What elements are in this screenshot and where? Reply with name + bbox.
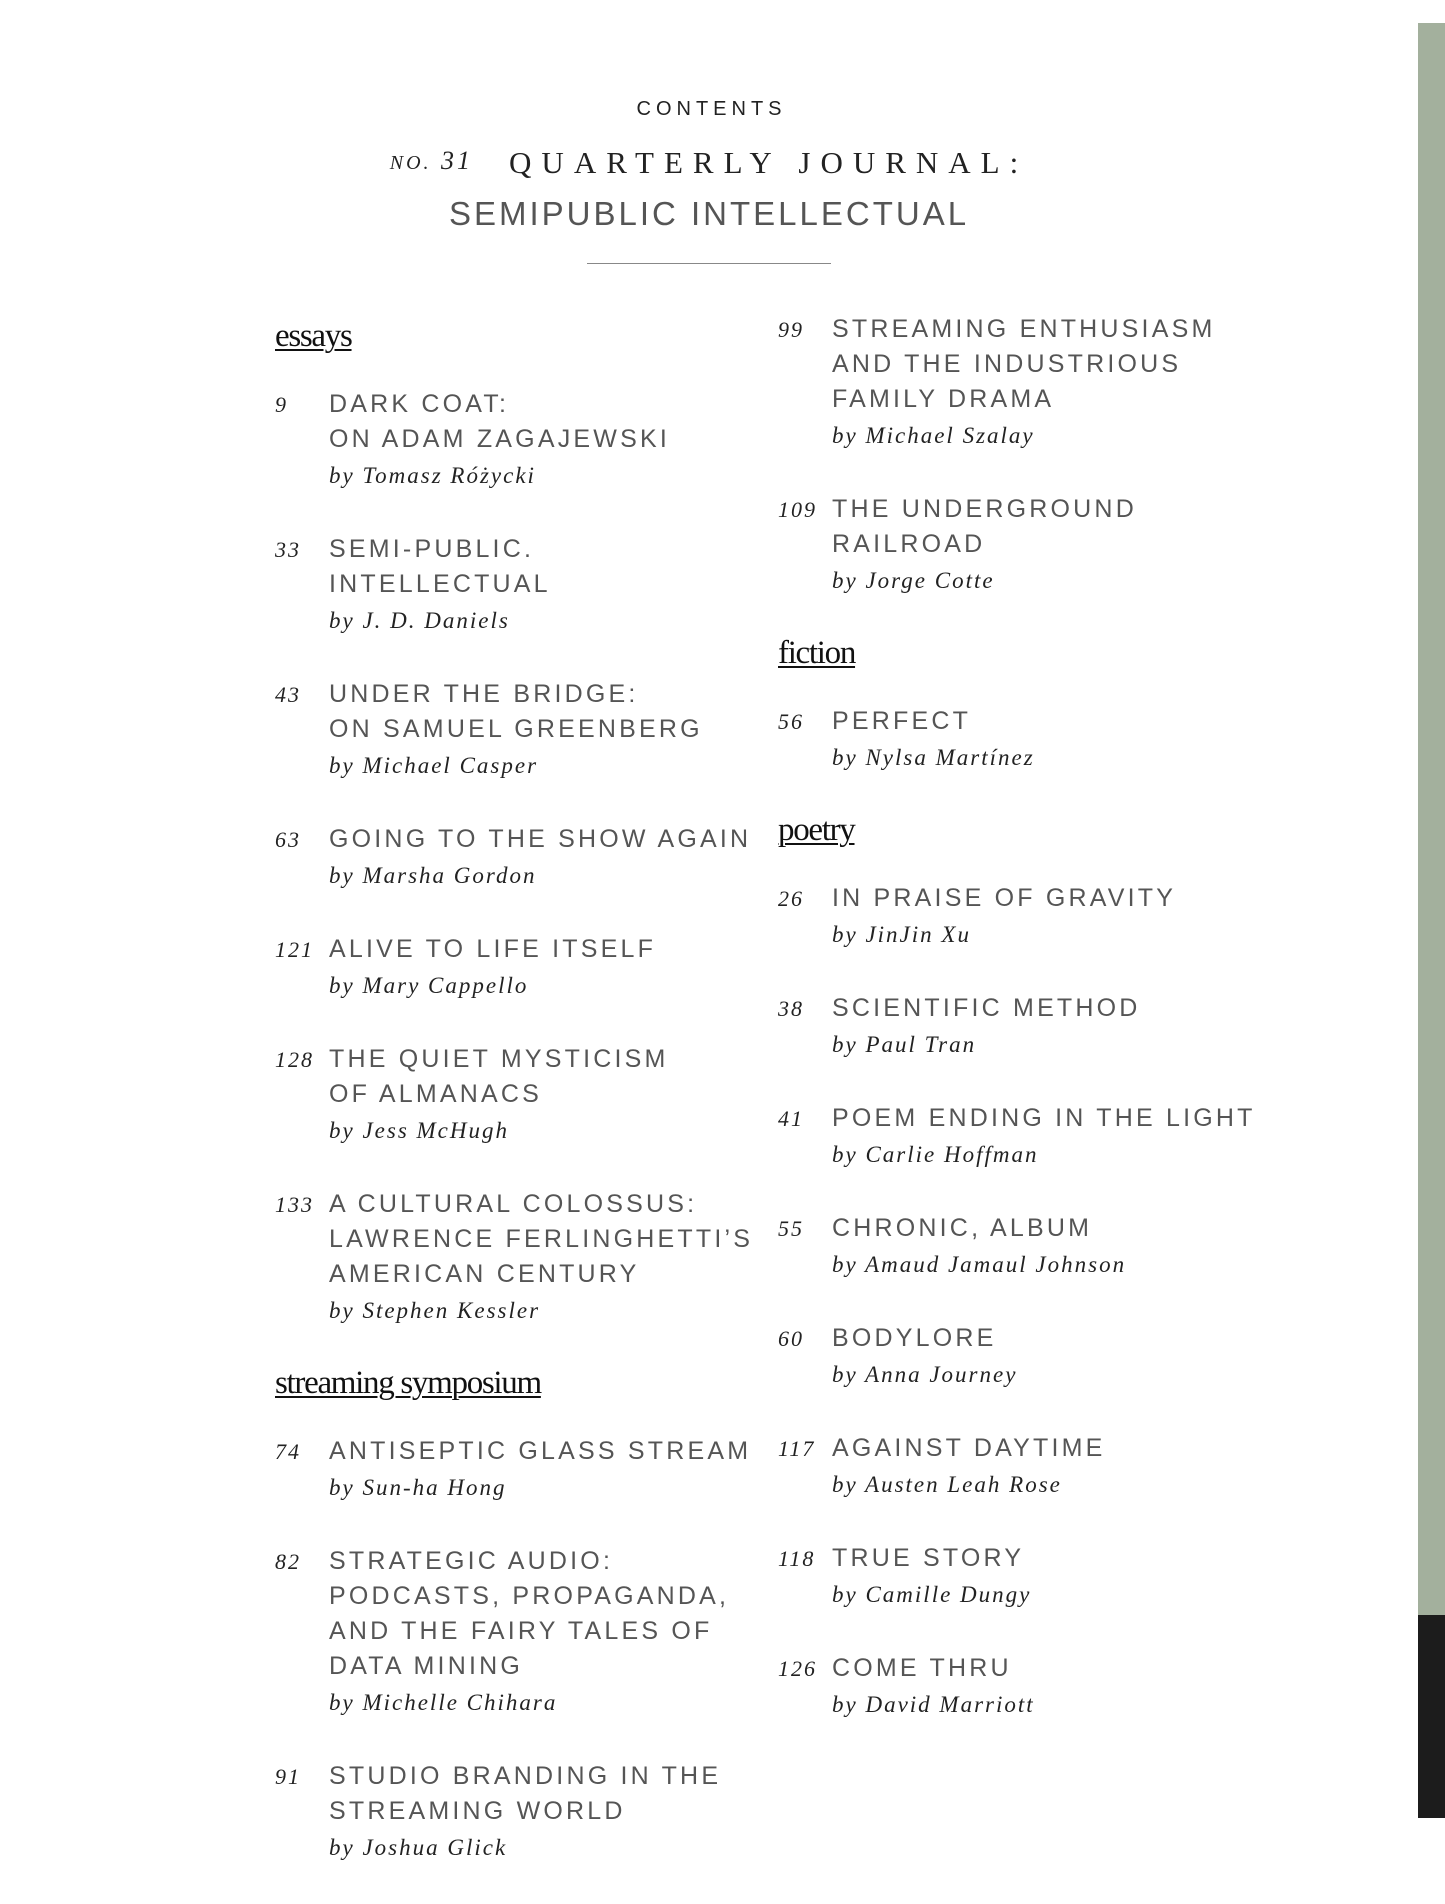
entry-body [832, 1211, 1338, 1283]
section-heading: poetry [778, 812, 855, 848]
entry-title: COME THRU [832, 1654, 1012, 1682]
toc-entry[interactable] [778, 881, 1338, 953]
toc-entry[interactable] [275, 677, 755, 784]
toc-entry[interactable] [778, 492, 1338, 599]
left-column [275, 320, 755, 1904]
entry-title: A CULTURAL COLOSSUS: LAWRENCE FERLINGHETTI’S AMERICAN CENTURY [329, 1190, 754, 1288]
entry-author: by Michael Casper [329, 753, 539, 778]
entry-author: by David Marriott [832, 1692, 1035, 1717]
page-number: 63 [275, 827, 301, 852]
page-number: 38 [778, 996, 804, 1021]
entry-title: GOING TO THE SHOW AGAIN [329, 825, 752, 853]
entry-body [832, 881, 1338, 953]
entry-body [832, 1321, 1338, 1393]
page-number: 43 [275, 682, 301, 707]
entry-body [832, 1651, 1338, 1723]
page-number: 128 [275, 1047, 314, 1072]
page-number: 118 [778, 1546, 816, 1571]
entry-author: by Michael Szalay [832, 423, 1035, 448]
toc-entry[interactable] [275, 1759, 755, 1866]
toc-entry[interactable] [778, 991, 1338, 1063]
page-number: 55 [778, 1216, 804, 1241]
entry-title: STRATEGIC AUDIO: PODCASTS, PROPAGANDA, AND THE FAIRY TALES OF DATA MINING [329, 1547, 730, 1680]
toc-entry[interactable] [778, 1321, 1338, 1393]
entry-author: by Tomasz Różycki [329, 463, 536, 488]
entry-body [329, 677, 755, 784]
entry-author: by Jorge Cotte [832, 568, 995, 593]
page-number: 91 [275, 1764, 301, 1789]
issue-number-value: 31 [441, 146, 474, 175]
entry-title: STUDIO BRANDING IN THE STREAMING WORLD [329, 1762, 722, 1825]
entry-title: ANTISEPTIC GLASS STREAM [329, 1437, 752, 1465]
entry-author: by Stephen Kessler [329, 1298, 541, 1323]
page-number: 33 [275, 537, 301, 562]
issue-prefix: NO. [389, 152, 432, 174]
side-accent-bar-dark [1418, 1615, 1445, 1818]
entry-title: THE QUIET MYSTICISM OF ALMANACS [329, 1045, 669, 1108]
page-number: 121 [275, 937, 314, 962]
entry-body [832, 1541, 1338, 1613]
entry-author: by Mary Cappello [329, 973, 529, 998]
page-number: 9 [275, 392, 288, 417]
entry-author: by Michelle Chihara [329, 1690, 558, 1715]
entry-author: by Amaud Jamaul Johnson [832, 1252, 1127, 1277]
entry-body [832, 1431, 1338, 1503]
entry-author: by Marsha Gordon [329, 863, 537, 888]
side-accent-bar [1418, 23, 1445, 1615]
toc-entry[interactable] [778, 312, 1338, 454]
toc-entry[interactable] [275, 1042, 755, 1149]
page-number: 60 [778, 1326, 804, 1351]
header-divider [587, 263, 831, 264]
entry-author: by Nylsa Martínez [832, 745, 1035, 770]
toc-entry[interactable] [778, 704, 1338, 776]
entry-body [832, 312, 1338, 454]
entry-author: by Sun-ha Hong [329, 1475, 507, 1500]
page-number: 74 [275, 1439, 301, 1464]
entry-title: AGAINST DAYTIME [832, 1434, 1106, 1462]
entry-author: by J. D. Daniels [329, 608, 510, 633]
toc-entry[interactable] [275, 1544, 755, 1721]
entry-body [329, 532, 755, 639]
entry-body [329, 387, 755, 494]
entry-author: by JinJin Xu [832, 922, 971, 947]
contents-label: CONTENTS [636, 98, 787, 120]
entry-title: UNDER THE BRIDGE: ON SAMUEL GREENBERG [329, 680, 703, 743]
journal-title-line [0, 145, 1418, 181]
entry-body [832, 704, 1338, 776]
entry-author: by Paul Tran [832, 1032, 977, 1057]
entry-title: CHRONIC, ALBUM [832, 1214, 1093, 1242]
page-number: 126 [778, 1656, 817, 1681]
entry-body [329, 932, 755, 1004]
entry-author: by Camille Dungy [832, 1582, 1032, 1607]
toc-entry[interactable] [778, 1541, 1338, 1613]
entry-title: SCIENTIFIC METHOD [832, 994, 1141, 1022]
page-number: 109 [778, 497, 817, 522]
toc-entry[interactable] [778, 1101, 1338, 1173]
toc-entry[interactable] [275, 1187, 755, 1329]
section-heading: streaming symposium [275, 1365, 541, 1401]
page-number: 41 [778, 1106, 804, 1131]
toc-entry[interactable] [275, 822, 755, 894]
entry-title: BODYLORE [832, 1324, 997, 1352]
section-heading: fiction [778, 635, 856, 671]
contents-header [0, 98, 1418, 264]
entry-body [329, 1042, 755, 1149]
toc-entry[interactable] [778, 1431, 1338, 1503]
entry-body [832, 492, 1338, 599]
toc-entry[interactable] [275, 1434, 755, 1506]
entry-title: THE UNDERGROUND RAILROAD [832, 495, 1137, 558]
toc-entry[interactable] [778, 1651, 1338, 1723]
entry-body [329, 822, 755, 894]
entry-body [329, 1759, 755, 1866]
entry-body [832, 1101, 1338, 1173]
entry-title: IN PRAISE OF GRAVITY [832, 884, 1177, 912]
entry-title: TRUE STORY [832, 1544, 1025, 1572]
entry-body [329, 1434, 755, 1506]
toc-entry[interactable] [275, 932, 755, 1004]
toc-entry[interactable] [778, 1211, 1338, 1283]
page-number: 117 [778, 1436, 816, 1461]
entry-title: ALIVE TO LIFE ITSELF [329, 935, 657, 963]
issue-subtitle: SEMIPUBLIC INTELLECTUAL [448, 195, 970, 232]
entry-body [329, 1187, 755, 1329]
page-number: 133 [275, 1192, 314, 1217]
right-column [778, 312, 1338, 1761]
page-number: 82 [275, 1549, 301, 1574]
entry-author: by Jess McHugh [329, 1118, 510, 1143]
entry-author: by Carlie Hoffman [832, 1142, 1039, 1167]
entry-title: SEMI-PUBLIC. INTELLECTUAL [329, 535, 551, 598]
entry-author: by Joshua Glick [329, 1835, 508, 1860]
page-number: 56 [778, 709, 804, 734]
entry-body [329, 1544, 755, 1721]
section-heading: essays [275, 318, 352, 354]
entry-title: POEM ENDING IN THE LIGHT [832, 1104, 1256, 1132]
journal-name: QUARTERLY JOURNAL: [509, 145, 1029, 180]
entry-title: DARK COAT: ON ADAM ZAGAJEWSKI [329, 390, 670, 453]
page-number: 26 [778, 886, 804, 911]
entry-title: STREAMING ENTHUSIASM AND THE INDUSTRIOUS FAMILY DRAMA [832, 315, 1216, 413]
entry-body [832, 991, 1338, 1063]
toc-entry[interactable] [275, 532, 755, 639]
toc-entry[interactable] [275, 387, 755, 494]
entry-author: by Austen Leah Rose [832, 1472, 1062, 1497]
issue-number [390, 146, 473, 175]
entry-author: by Anna Journey [832, 1362, 1018, 1387]
entry-title: PERFECT [832, 707, 972, 735]
page-number: 99 [778, 317, 804, 342]
